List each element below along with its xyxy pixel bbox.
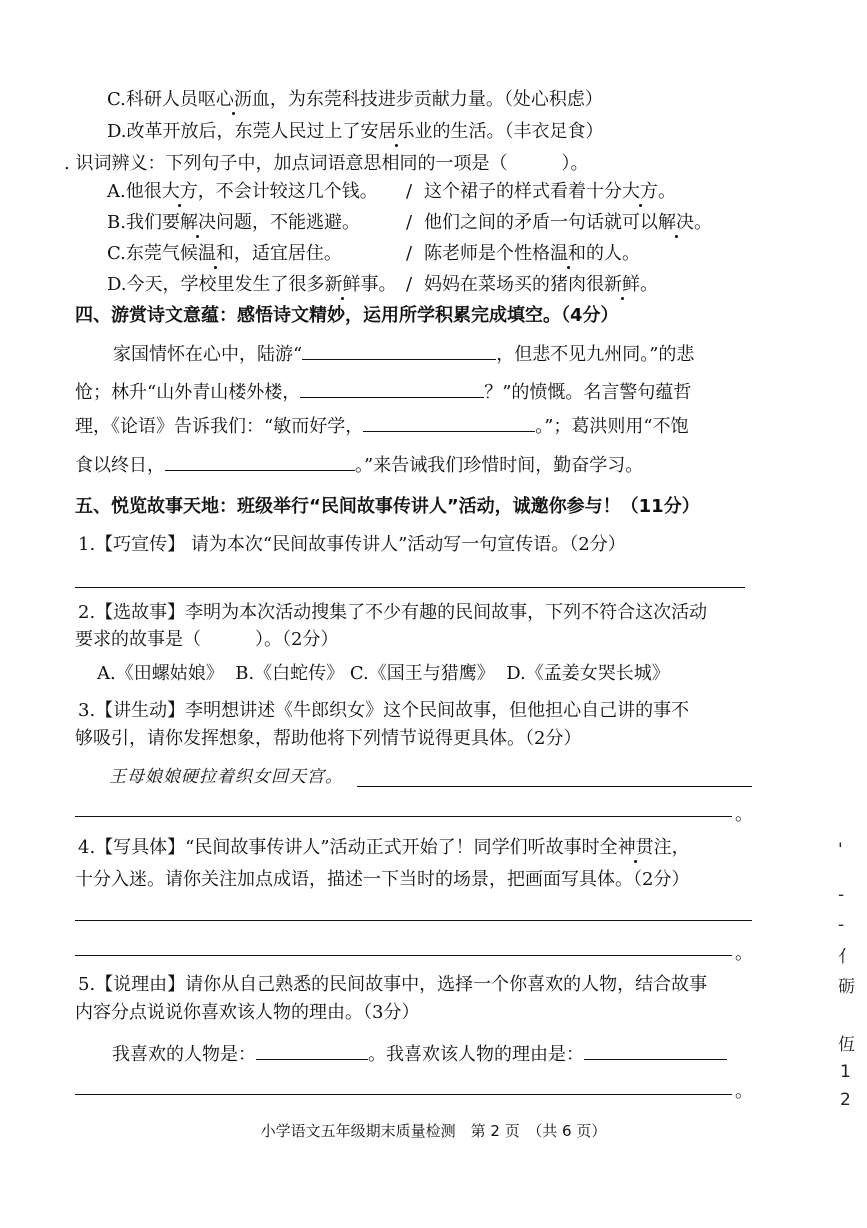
edge-mark: -: [838, 915, 845, 935]
period-mark: 。: [735, 1081, 753, 1102]
q2-text-2: 要求的故事是（ ）。（2分）: [75, 629, 339, 650]
edge-mark: 砺: [838, 977, 855, 997]
answer-line[interactable]: [75, 955, 732, 956]
q1-text: 1.【巧宣传】 请为本次“民间故事传讲人”活动写一句宣传语。（2分）: [78, 534, 626, 555]
edge-mark: 亻: [838, 947, 855, 967]
pair-b: B.我们要解决问题，不能逃避。 / 他们之间的矛盾一句话就可以解决。: [107, 212, 712, 233]
section-5-title: 五、悦览故事天地：班级举行“民间故事传讲人”活动，诚邀你参与！（11分）: [75, 496, 700, 517]
q3-text-2: 够吸引，请你发挥想象，帮助他将下列情节说得更具体。（2分）: [75, 728, 582, 749]
option-c-line: C.科研人员呕心沥血，为东莞科技进步贡献力量。（处心积虑）: [107, 89, 603, 110]
edge-mark: 1: [840, 1062, 851, 1082]
q4-text-1: 4.【写具体】“民间故事传讲人”活动正式开始了！同学们听故事时全神贯注，: [78, 837, 690, 858]
pair-a: A.他很大方，不会计较这几个钱。 / 这个裙子的样式看着十分大方。: [107, 181, 676, 202]
q3-text-1: 3.【讲生动】李明想讲述《牛郎织女》这个民间故事，但他担心自己讲的事不: [78, 700, 690, 721]
edge-mark: -: [838, 885, 845, 905]
q5-line-3: 我喜欢的人物是： 。我喜欢该人物的理由是：: [112, 1041, 727, 1067]
page-footer: 小学语文五年级期末质量检测 第 2 页 （共 6 页）: [260, 1122, 607, 1140]
section-4-title: 四、游赏诗文意蕴：感悟诗文精妙，运用所学积累完成填空。（4分）: [75, 305, 619, 326]
answer-line[interactable]: [75, 1094, 732, 1095]
answer-line[interactable]: [75, 816, 732, 817]
q2-options: A.《田螺姑娘》 B.《白蛇传》 C.《国王与猎鹰》 D.《孟姜女哭长城》: [97, 663, 670, 684]
q3-prompt: 王母娘娘硬拉着织女回天宫。: [109, 767, 343, 787]
emphasis-word: 全神贯注: [599, 837, 672, 858]
answer-line[interactable]: [75, 587, 745, 588]
pair-d: D.今天，学校里发生了很多新鲜事。 / 妈妈在菜场买的猪肉很新鲜。: [107, 274, 658, 295]
q2-text-1: 2.【选故事】李明为本次活动搜集了不少有趣的民间故事，下列不符合这次活动: [78, 602, 708, 623]
emphasis-word: 安居乐业: [360, 121, 433, 142]
poem-line-4: 食以终日， 。”来告诫我们珍惜时间，勤奋学习。: [75, 452, 643, 478]
emphasis-word: 呕心沥血: [197, 89, 270, 110]
edge-mark: 仾: [838, 1035, 855, 1055]
fill-blank[interactable]: [584, 1041, 727, 1060]
pair-c: C.东莞气候温和，适宜居住。 / 陈老师是个性格温和的人。: [107, 243, 640, 264]
fill-blank[interactable]: [300, 379, 484, 398]
period-mark: 。: [735, 943, 753, 964]
q5-text-1: 5.【说理由】请你从自己熟悉的民间故事中，选择一个你喜欢的人物，结合故事: [78, 974, 708, 995]
poem-line-1: 家国情怀在心中，陆游“ ，但悲不见九州同。”的悲: [113, 341, 694, 367]
fill-blank[interactable]: [302, 341, 496, 360]
q4-text-2: 十分入迷。请你关注加点成语，描述一下当时的场景，把画面写具体。（2分）: [75, 869, 690, 890]
option-d-line: D.改革开放后，东莞人民过上了安居乐业的生活。（丰衣足食）: [107, 121, 604, 142]
fill-blank[interactable]: [256, 1041, 368, 1060]
edge-mark: 2: [840, 1090, 851, 1110]
fill-blank[interactable]: [165, 452, 355, 471]
q5-text-2: 内容分点说说你喜欢该人物的理由。（3分）: [75, 1002, 420, 1023]
poem-line-3: 理，《论语》告诉我们：“敏而好学， 。”；葛洪则用“不饱: [75, 413, 689, 439]
period-mark: 。: [735, 804, 753, 825]
question-2-stem: . 识词辨义：下列句子中，加点词语意思相同的一项是（ ）。: [64, 153, 589, 174]
edge-mark: ': [838, 840, 843, 860]
answer-line[interactable]: [75, 920, 752, 921]
fill-blank[interactable]: [363, 413, 535, 432]
poem-line-2: 怆；林升“山外青山楼外楼， ？”的愤慨。名言警句蕴哲: [75, 379, 691, 405]
answer-line[interactable]: [357, 786, 752, 787]
